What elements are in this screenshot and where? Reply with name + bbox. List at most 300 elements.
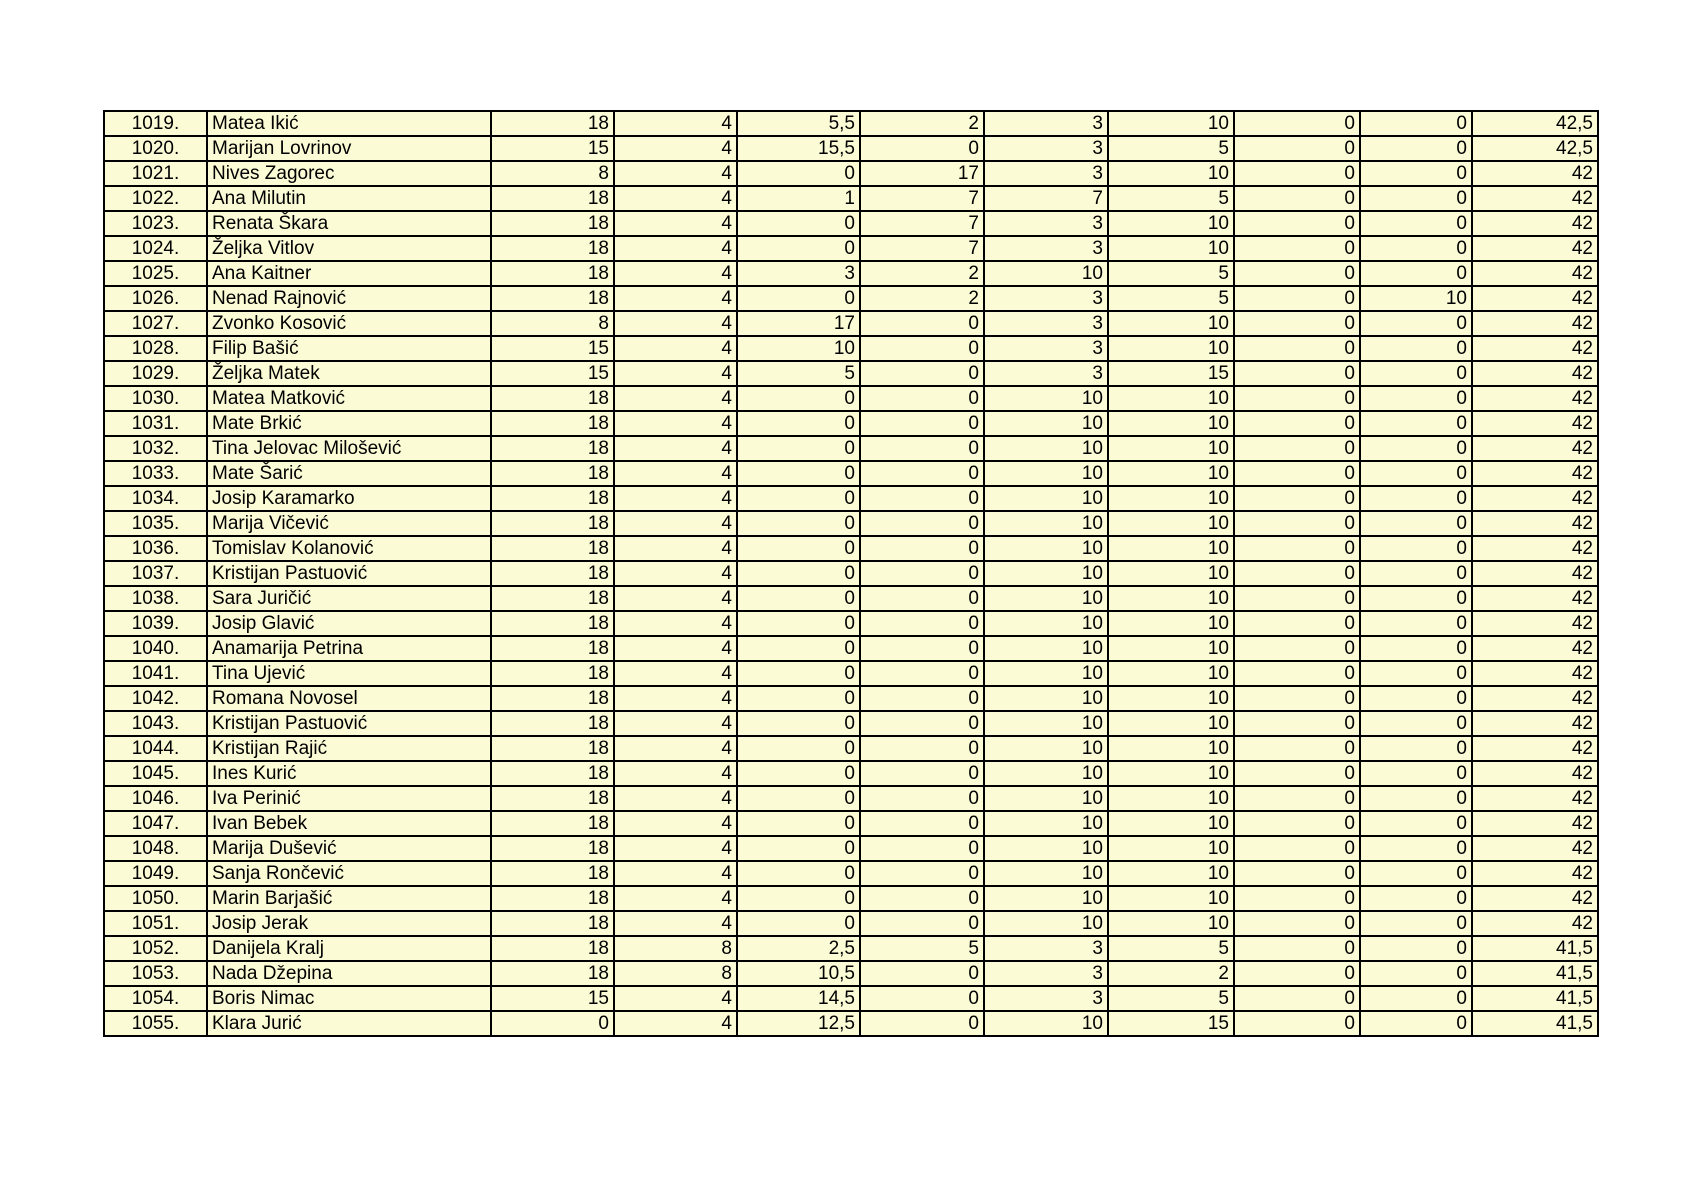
score-cell: 10: [1108, 586, 1234, 611]
score-cell: 4: [614, 861, 737, 886]
score-cell: 18: [491, 961, 614, 986]
score-cell: 5: [1108, 286, 1234, 311]
table-row: [104, 861, 1598, 886]
score-cell: 18: [491, 286, 614, 311]
score-cell: 12,5: [737, 1011, 860, 1036]
score-cell: 0: [1360, 111, 1472, 136]
score-cell: 42: [1472, 186, 1598, 211]
score-cell: 0: [1234, 186, 1360, 211]
score-cell: 2,5: [737, 936, 860, 961]
name-cell: Mate Brkić: [207, 411, 491, 436]
score-cell: 42: [1472, 686, 1598, 711]
score-cell: 0: [860, 411, 984, 436]
score-cell: 0: [1360, 386, 1472, 411]
score-cell: 0: [1234, 611, 1360, 636]
rank-cell: 1042.: [104, 686, 207, 711]
score-cell: 41,5: [1472, 936, 1598, 961]
score-cell: 0: [737, 236, 860, 261]
name-cell: Iva Perinić: [207, 786, 491, 811]
score-cell: 4: [614, 461, 737, 486]
score-cell: 0: [1234, 636, 1360, 661]
score-cell: 0: [1234, 361, 1360, 386]
score-cell: 42,5: [1472, 136, 1598, 161]
score-cell: 3: [984, 936, 1108, 961]
score-cell: 10: [984, 886, 1108, 911]
score-cell: 0: [1360, 811, 1472, 836]
score-cell: 0: [1234, 661, 1360, 686]
score-cell: 0: [860, 436, 984, 461]
score-cell: 0: [860, 711, 984, 736]
name-cell: Matea Matković: [207, 386, 491, 411]
score-cell: 0: [1360, 636, 1472, 661]
score-cell: 5: [1108, 261, 1234, 286]
score-cell: 0: [1234, 161, 1360, 186]
score-cell: 4: [614, 986, 737, 1011]
rank-cell: 1027.: [104, 311, 207, 336]
table-row: [104, 761, 1598, 786]
score-cell: 18: [491, 486, 614, 511]
rank-cell: 1025.: [104, 261, 207, 286]
score-cell: 18: [491, 936, 614, 961]
rank-cell: 1048.: [104, 836, 207, 861]
table-row: [104, 811, 1598, 836]
score-cell: 10: [1108, 911, 1234, 936]
score-cell: 10: [1108, 736, 1234, 761]
score-cell: 4: [614, 711, 737, 736]
table-row: [104, 786, 1598, 811]
score-cell: 42: [1472, 461, 1598, 486]
score-cell: 0: [737, 561, 860, 586]
score-cell: 0: [737, 286, 860, 311]
score-cell: 42: [1472, 911, 1598, 936]
score-cell: 0: [1234, 111, 1360, 136]
table-row: [104, 111, 1598, 136]
score-cell: 0: [1360, 886, 1472, 911]
score-cell: 0: [737, 611, 860, 636]
score-cell: 18: [491, 586, 614, 611]
score-cell: 0: [860, 136, 984, 161]
name-cell: Ana Milutin: [207, 186, 491, 211]
score-cell: 5: [1108, 986, 1234, 1011]
score-cell: 10: [1108, 636, 1234, 661]
score-cell: 0: [1360, 336, 1472, 361]
score-cell: 18: [491, 611, 614, 636]
score-cell: 4: [614, 311, 737, 336]
score-cell: 18: [491, 186, 614, 211]
score-cell: 15,5: [737, 136, 860, 161]
score-cell: 10: [1108, 561, 1234, 586]
score-cell: 8: [491, 311, 614, 336]
score-cell: 0: [1234, 261, 1360, 286]
score-cell: 2: [860, 111, 984, 136]
score-cell: 10: [984, 586, 1108, 611]
rank-cell: 1051.: [104, 911, 207, 936]
score-cell: 18: [491, 761, 614, 786]
score-cell: 10: [1108, 511, 1234, 536]
score-cell: 10,5: [737, 961, 860, 986]
score-cell: 42: [1472, 236, 1598, 261]
score-cell: 0: [1360, 236, 1472, 261]
score-cell: 4: [614, 386, 737, 411]
score-cell: 0: [860, 836, 984, 861]
name-cell: Sara Juričić: [207, 586, 491, 611]
score-cell: 10: [984, 486, 1108, 511]
score-cell: 4: [614, 361, 737, 386]
score-cell: 42: [1472, 211, 1598, 236]
table-row: [104, 886, 1598, 911]
score-cell: 42: [1472, 586, 1598, 611]
score-cell: 0: [1234, 936, 1360, 961]
score-cell: 0: [1360, 961, 1472, 986]
score-cell: 0: [860, 661, 984, 686]
table-row: [104, 986, 1598, 1011]
rank-cell: 1028.: [104, 336, 207, 361]
score-cell: 4: [614, 261, 737, 286]
score-cell: 10: [1108, 611, 1234, 636]
score-cell: 0: [737, 536, 860, 561]
score-cell: 0: [1234, 486, 1360, 511]
table-row: [104, 961, 1598, 986]
name-cell: Renata Škara: [207, 211, 491, 236]
score-cell: 0: [860, 861, 984, 886]
name-cell: Sanja Rončević: [207, 861, 491, 886]
score-cell: 0: [1360, 911, 1472, 936]
score-cell: 15: [1108, 361, 1234, 386]
rank-cell: 1055.: [104, 1011, 207, 1036]
score-cell: 0: [737, 411, 860, 436]
score-cell: 3: [984, 161, 1108, 186]
score-cell: 0: [737, 861, 860, 886]
rank-cell: 1047.: [104, 811, 207, 836]
score-cell: 42: [1472, 661, 1598, 686]
score-cell: 18: [491, 411, 614, 436]
score-cell: 10: [984, 511, 1108, 536]
score-cell: 3: [984, 361, 1108, 386]
rank-cell: 1022.: [104, 186, 207, 211]
table-row: [104, 636, 1598, 661]
score-cell: 0: [1360, 686, 1472, 711]
table-row: [104, 1011, 1598, 1036]
score-cell: 41,5: [1472, 961, 1598, 986]
score-cell: 0: [1234, 511, 1360, 536]
score-cell: 4: [614, 761, 737, 786]
table-row: [104, 161, 1598, 186]
score-cell: 42: [1472, 486, 1598, 511]
rank-cell: 1023.: [104, 211, 207, 236]
name-cell: Tina Jelovac Milošević: [207, 436, 491, 461]
name-cell: Tina Ujević: [207, 661, 491, 686]
score-cell: 42: [1472, 886, 1598, 911]
name-cell: Josip Jerak: [207, 911, 491, 936]
score-cell: 0: [737, 736, 860, 761]
score-cell: 4: [614, 886, 737, 911]
score-cell: 4: [614, 286, 737, 311]
rank-cell: 1052.: [104, 936, 207, 961]
score-cell: 0: [1360, 936, 1472, 961]
score-cell: 18: [491, 236, 614, 261]
score-cell: 0: [737, 636, 860, 661]
rank-cell: 1040.: [104, 636, 207, 661]
score-cell: 0: [860, 811, 984, 836]
score-cell: 0: [1234, 811, 1360, 836]
table-row: [104, 411, 1598, 436]
score-cell: 0: [1234, 686, 1360, 711]
score-cell: 5: [1108, 186, 1234, 211]
score-cell: 0: [737, 661, 860, 686]
table-row: [104, 311, 1598, 336]
score-cell: 3: [984, 311, 1108, 336]
score-cell: 10: [1108, 486, 1234, 511]
score-cell: 10: [1108, 661, 1234, 686]
score-cell: 10: [1108, 686, 1234, 711]
score-cell: 0: [1360, 986, 1472, 1011]
score-cell: 10: [984, 836, 1108, 861]
name-cell: Danijela Kralj: [207, 936, 491, 961]
score-cell: 10: [984, 611, 1108, 636]
score-cell: 18: [491, 786, 614, 811]
table-row: [104, 511, 1598, 536]
score-cell: 0: [860, 486, 984, 511]
score-cell: 4: [614, 561, 737, 586]
score-cell: 7: [984, 186, 1108, 211]
name-cell: Marijan Lovrinov: [207, 136, 491, 161]
score-cell: 42: [1472, 711, 1598, 736]
score-cell: 18: [491, 811, 614, 836]
name-cell: Filip Bašić: [207, 336, 491, 361]
table-row: [104, 586, 1598, 611]
score-cell: 10: [984, 386, 1108, 411]
name-cell: Romana Novosel: [207, 686, 491, 711]
rank-cell: 1021.: [104, 161, 207, 186]
rank-cell: 1049.: [104, 861, 207, 886]
score-cell: 0: [1360, 211, 1472, 236]
rank-cell: 1050.: [104, 886, 207, 911]
score-cell: 0: [737, 836, 860, 861]
score-cell: 15: [491, 136, 614, 161]
score-cell: 0: [860, 611, 984, 636]
score-cell: 10: [1108, 386, 1234, 411]
score-cell: 0: [860, 886, 984, 911]
score-cell: 4: [614, 661, 737, 686]
score-cell: 3: [984, 336, 1108, 361]
rank-cell: 1046.: [104, 786, 207, 811]
name-cell: Ines Kurić: [207, 761, 491, 786]
table-row: [104, 261, 1598, 286]
score-cell: 0: [860, 1011, 984, 1036]
score-cell: 10: [1108, 811, 1234, 836]
score-cell: 3: [984, 136, 1108, 161]
score-cell: 7: [860, 236, 984, 261]
score-cell: 10: [1360, 286, 1472, 311]
score-cell: 0: [1234, 436, 1360, 461]
score-cell: 2: [860, 286, 984, 311]
name-cell: Zvonko Kosović: [207, 311, 491, 336]
score-cell: 18: [491, 511, 614, 536]
score-cell: 2: [1108, 961, 1234, 986]
score-cell: 0: [1360, 711, 1472, 736]
score-cell: 0: [1360, 361, 1472, 386]
score-cell: 0: [1360, 786, 1472, 811]
score-cell: 0: [860, 386, 984, 411]
score-cell: 0: [1234, 911, 1360, 936]
score-cell: 10: [984, 461, 1108, 486]
name-cell: Mate Šarić: [207, 461, 491, 486]
score-cell: 3: [737, 261, 860, 286]
score-cell: 0: [737, 911, 860, 936]
score-cell: 0: [1234, 1011, 1360, 1036]
score-cell: 10: [1108, 311, 1234, 336]
rank-cell: 1033.: [104, 461, 207, 486]
score-cell: 4: [614, 211, 737, 236]
score-cell: 18: [491, 661, 614, 686]
score-cell: 0: [860, 586, 984, 611]
score-cell: 10: [1108, 211, 1234, 236]
score-cell: 42: [1472, 161, 1598, 186]
score-cell: 4: [614, 186, 737, 211]
rank-cell: 1030.: [104, 386, 207, 411]
score-cell: 10: [984, 761, 1108, 786]
score-cell: 0: [1234, 861, 1360, 886]
score-cell: 0: [1234, 561, 1360, 586]
score-cell: 0: [860, 511, 984, 536]
score-cell: 0: [1360, 836, 1472, 861]
score-cell: 18: [491, 886, 614, 911]
name-cell: Nives Zagorec: [207, 161, 491, 186]
score-cell: 0: [737, 686, 860, 711]
score-cell: 0: [1234, 336, 1360, 361]
score-cell: 42: [1472, 311, 1598, 336]
score-cell: 0: [1360, 311, 1472, 336]
score-cell: 8: [491, 161, 614, 186]
results-table: [103, 110, 1599, 1037]
score-cell: 7: [860, 186, 984, 211]
score-cell: 0: [1360, 186, 1472, 211]
table-row: [104, 136, 1598, 161]
rank-cell: 1029.: [104, 361, 207, 386]
score-cell: 10: [984, 561, 1108, 586]
score-cell: 0: [737, 161, 860, 186]
score-cell: 0: [860, 786, 984, 811]
score-cell: 14,5: [737, 986, 860, 1011]
score-cell: 0: [737, 811, 860, 836]
score-cell: 0: [737, 711, 860, 736]
table-row: [104, 686, 1598, 711]
score-cell: 0: [1234, 736, 1360, 761]
table-row: [104, 436, 1598, 461]
score-cell: 10: [1108, 111, 1234, 136]
rank-cell: 1031.: [104, 411, 207, 436]
score-cell: 7: [860, 211, 984, 236]
score-cell: 0: [737, 786, 860, 811]
score-cell: 0: [1360, 486, 1472, 511]
score-cell: 0: [1234, 836, 1360, 861]
score-cell: 42: [1472, 636, 1598, 661]
score-cell: 0: [737, 211, 860, 236]
score-cell: 3: [984, 211, 1108, 236]
score-cell: 42: [1472, 336, 1598, 361]
name-cell: Boris Nimac: [207, 986, 491, 1011]
score-cell: 42: [1472, 861, 1598, 886]
score-cell: 0: [1360, 611, 1472, 636]
name-cell: Kristijan Pastuović: [207, 561, 491, 586]
results-table-body: [104, 111, 1598, 1036]
score-cell: 10: [984, 861, 1108, 886]
score-cell: 10: [1108, 336, 1234, 361]
score-cell: 4: [614, 536, 737, 561]
score-cell: 0: [737, 586, 860, 611]
score-cell: 4: [614, 236, 737, 261]
score-cell: 10: [984, 436, 1108, 461]
table-row: [104, 661, 1598, 686]
score-cell: 18: [491, 111, 614, 136]
score-cell: 10: [1108, 536, 1234, 561]
score-cell: 3: [984, 236, 1108, 261]
score-cell: 17: [860, 161, 984, 186]
rank-cell: 1038.: [104, 586, 207, 611]
score-cell: 0: [860, 311, 984, 336]
name-cell: Nenad Rajnović: [207, 286, 491, 311]
score-cell: 4: [614, 636, 737, 661]
score-cell: 0: [737, 886, 860, 911]
score-cell: 0: [860, 961, 984, 986]
score-cell: 0: [1234, 786, 1360, 811]
score-cell: 4: [614, 911, 737, 936]
score-cell: 42,5: [1472, 111, 1598, 136]
rank-cell: 1035.: [104, 511, 207, 536]
score-cell: 10: [737, 336, 860, 361]
score-cell: 0: [1234, 311, 1360, 336]
table-row: [104, 611, 1598, 636]
score-cell: 8: [614, 936, 737, 961]
score-cell: 18: [491, 261, 614, 286]
score-cell: 42: [1472, 386, 1598, 411]
score-cell: 0: [860, 461, 984, 486]
score-cell: 41,5: [1472, 1011, 1598, 1036]
score-cell: 8: [614, 961, 737, 986]
score-cell: 18: [491, 861, 614, 886]
score-cell: 0: [860, 986, 984, 1011]
score-cell: 10: [984, 736, 1108, 761]
score-cell: 3: [984, 986, 1108, 1011]
score-cell: 0: [737, 436, 860, 461]
score-cell: 0: [1234, 286, 1360, 311]
score-cell: 4: [614, 486, 737, 511]
score-cell: 15: [491, 336, 614, 361]
score-cell: 0: [1360, 661, 1472, 686]
score-cell: 0: [860, 561, 984, 586]
name-cell: Kristijan Pastuović: [207, 711, 491, 736]
rank-cell: 1019.: [104, 111, 207, 136]
score-cell: 0: [737, 386, 860, 411]
score-cell: 0: [1234, 711, 1360, 736]
score-cell: 10: [1108, 161, 1234, 186]
score-cell: 4: [614, 811, 737, 836]
score-cell: 0: [1234, 211, 1360, 236]
score-cell: 0: [860, 761, 984, 786]
score-cell: 0: [1234, 986, 1360, 1011]
rank-cell: 1045.: [104, 761, 207, 786]
score-cell: 0: [1234, 136, 1360, 161]
score-cell: 0: [1234, 886, 1360, 911]
score-cell: 41,5: [1472, 986, 1598, 1011]
rank-cell: 1039.: [104, 611, 207, 636]
score-cell: 0: [1234, 761, 1360, 786]
table-row: [104, 386, 1598, 411]
score-cell: 0: [1360, 761, 1472, 786]
score-cell: 0: [1360, 411, 1472, 436]
score-cell: 18: [491, 686, 614, 711]
score-cell: 10: [1108, 711, 1234, 736]
